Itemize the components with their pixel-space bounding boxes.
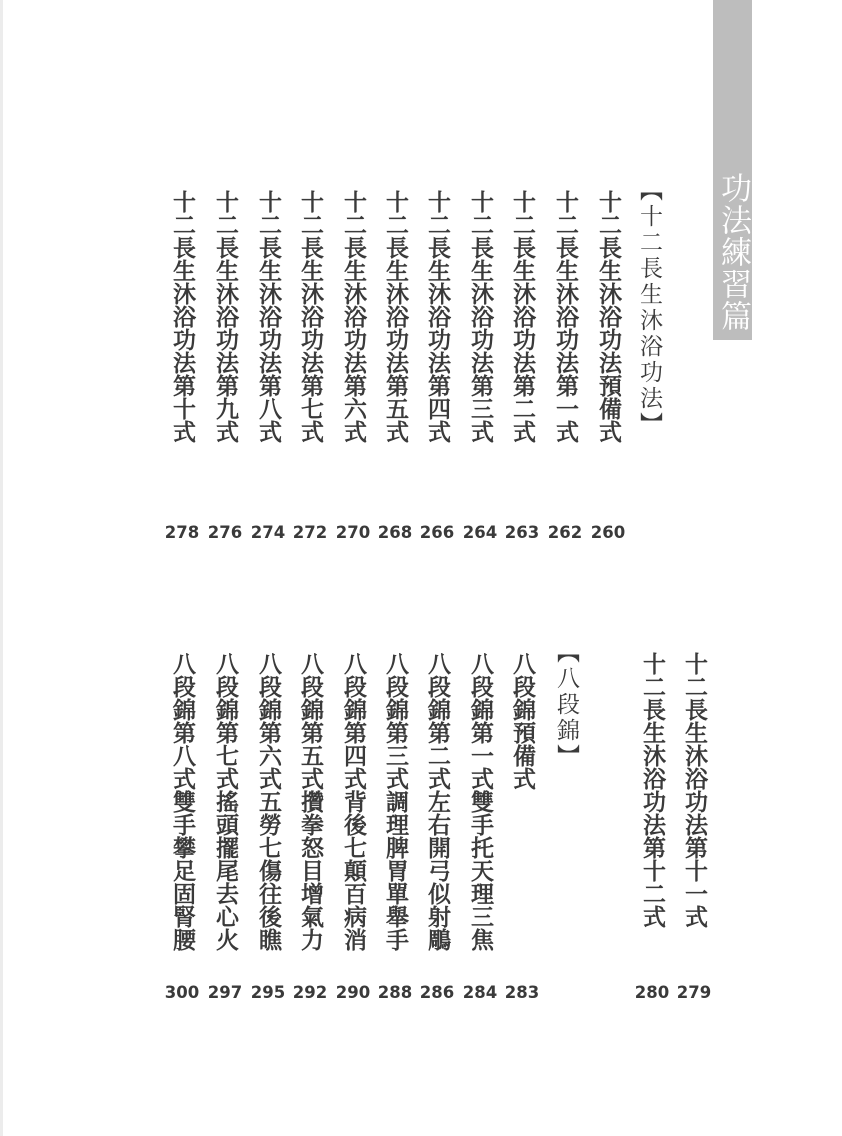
page-edge (0, 0, 3, 1136)
toc-entry-page: 284 (462, 983, 498, 1002)
toc-entry-title: 十二長生沐浴功法第二式 (509, 190, 535, 443)
section-heading-twelve: 【十二長生沐浴功法】 (636, 178, 662, 438)
toc-entry-title: 八段錦第四式背後七顛百病消 (340, 652, 366, 951)
toc-entry-page: 276 (207, 523, 243, 542)
toc-entry-page: 295 (250, 983, 286, 1002)
toc-entry-page: 288 (377, 983, 413, 1002)
toc-entry-title: 八段錦第三式調理脾胃單舉手 (382, 652, 408, 951)
toc-entry-page: 280 (634, 983, 670, 1002)
toc-entry-title: 十二長生沐浴功法第十式 (169, 190, 195, 443)
toc-entry-page: 286 (419, 983, 455, 1002)
toc-entry-title: 十二長生沐浴功法第八式 (255, 190, 281, 443)
toc-entry-page: 274 (250, 523, 286, 542)
toc-entry-page: 270 (335, 523, 371, 542)
toc-entry-title: 十二長生沐浴功法第十二式 (639, 652, 665, 928)
toc-entry-page: 300 (164, 983, 200, 1002)
toc-entry-page: 272 (292, 523, 328, 542)
toc-entry-title: 十二長生沐浴功法第十一式 (681, 652, 707, 928)
chapter-side-tab (713, 0, 752, 340)
toc-entry-page: 297 (207, 983, 243, 1002)
toc-entry-page: 278 (164, 523, 200, 542)
toc-entry-title: 八段錦第五式攢拳怒目增氣力 (297, 652, 323, 951)
toc-entry-page: 264 (462, 523, 498, 542)
toc-entry-page: 292 (292, 983, 328, 1002)
toc-entry-title: 十二長生沐浴功法第九式 (212, 190, 238, 443)
toc-entry-page: 268 (377, 523, 413, 542)
toc-entry-title: 十二長生沐浴功法第七式 (297, 190, 323, 443)
toc-entry-title: 十二長生沐浴功法第六式 (340, 190, 366, 443)
toc-entry-page: 279 (676, 983, 712, 1002)
toc-entry-title: 八段錦第六式五勞七傷往後瞧 (255, 652, 281, 951)
toc-entry-page: 290 (335, 983, 371, 1002)
toc-entry-title: 十二長生沐浴功法預備式 (595, 190, 621, 443)
toc-entry-title: 十二長生沐浴功法第五式 (382, 190, 408, 443)
toc-entry-page: 283 (504, 983, 540, 1002)
toc-entry-title: 十二長生沐浴功法第四式 (424, 190, 450, 443)
section-heading-baduanjin: 【八段錦】 (553, 640, 579, 770)
toc-entry-title: 八段錦第七式搖頭擺尾去心火 (212, 652, 238, 951)
toc-entry-page: 260 (590, 523, 626, 542)
chapter-title: 功法練習篇 (715, 172, 751, 332)
toc-entry-page: 266 (419, 523, 455, 542)
toc-entry-title: 八段錦第一式雙手托天理三焦 (467, 652, 493, 951)
toc-entry-title: 十二長生沐浴功法第一式 (552, 190, 578, 443)
toc-entry-title: 八段錦第二式左右開弓似射鵰 (424, 652, 450, 951)
toc-entry-title: 八段錦第八式雙手攀足固腎腰 (169, 652, 195, 951)
toc-entry-page: 262 (547, 523, 583, 542)
toc-entry-title: 八段錦預備式 (509, 652, 535, 790)
toc-entry-page: 263 (504, 523, 540, 542)
toc-entry-title: 十二長生沐浴功法第三式 (467, 190, 493, 443)
